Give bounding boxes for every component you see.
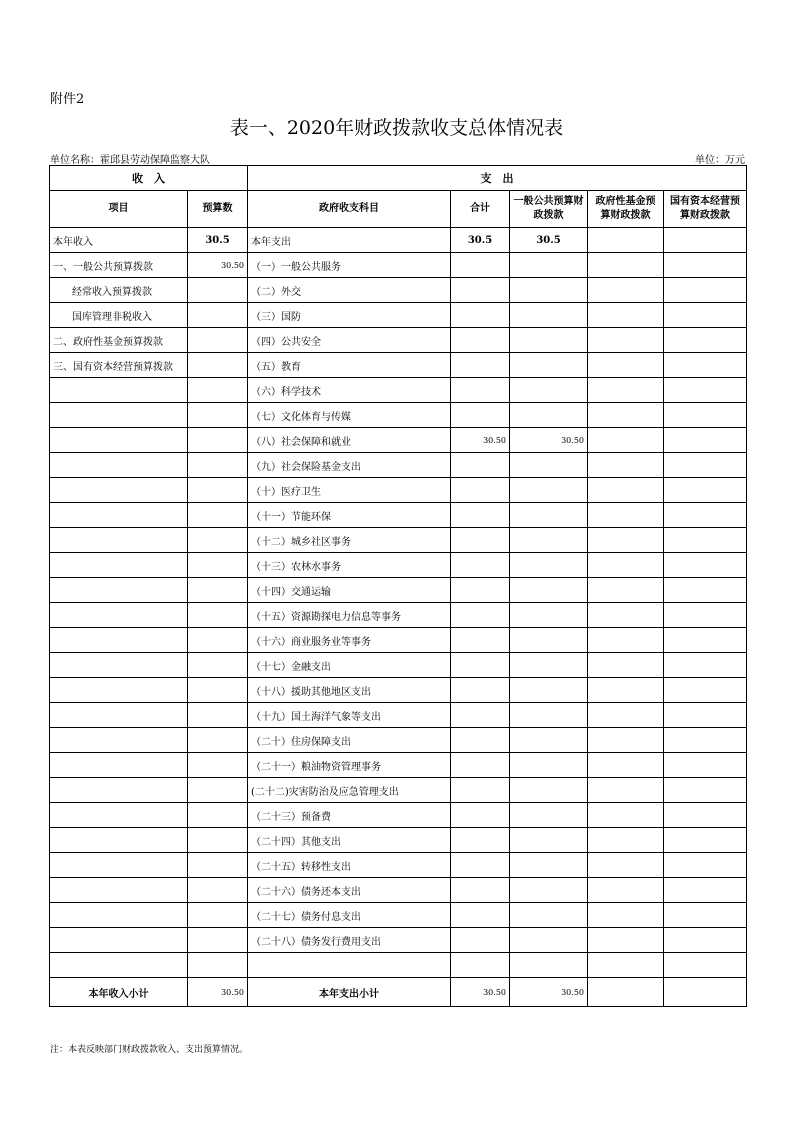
income-value-cell	[188, 628, 248, 653]
state-cell	[664, 853, 747, 878]
expense-subtotal-label: 本年支出小计	[248, 978, 451, 1007]
subject-cell: （四）公共安全	[248, 328, 451, 353]
income-value-cell	[188, 903, 248, 928]
subject-cell: （二十八）债务发行费用支出	[248, 928, 451, 953]
table-row	[50, 453, 747, 478]
general-cell: 30.5	[510, 228, 588, 253]
total-cell	[451, 828, 510, 853]
income-item-cell: 本年收入	[50, 228, 188, 253]
income-item-cell	[50, 528, 188, 553]
total-cell	[451, 528, 510, 553]
subject-cell: 本年支出	[248, 228, 451, 253]
general-cell: 30.50	[510, 428, 588, 453]
state-cell	[664, 278, 747, 303]
table-row	[50, 553, 747, 578]
fund-cell	[588, 628, 664, 653]
general-cell	[510, 853, 588, 878]
income-item-cell	[50, 928, 188, 953]
subject-cell: （十五）资源勘探电力信息等事务	[248, 603, 451, 628]
fund-cell	[588, 303, 664, 328]
income-item-cell	[50, 603, 188, 628]
income-item-cell: 经常收入预算拨款	[50, 278, 188, 303]
income-item-cell	[50, 478, 188, 503]
subject-cell: （二十三）预备费	[248, 803, 451, 828]
total-cell: 30.50	[451, 428, 510, 453]
table-row	[50, 803, 747, 828]
fund-cell	[588, 603, 664, 628]
income-value-cell	[188, 603, 248, 628]
table-row	[50, 853, 747, 878]
table-row	[50, 628, 747, 653]
subject-cell: （十八）援助其他地区支出	[248, 678, 451, 703]
fund-cell	[588, 478, 664, 503]
general-header: 一般公共预算财政拨款	[510, 191, 588, 228]
subject-cell: （十六）商业服务业等事务	[248, 628, 451, 653]
table-row	[50, 378, 747, 403]
income-value-cell	[188, 403, 248, 428]
state-cell	[664, 503, 747, 528]
page-title: 表一、2020年财政拨款收支总体情况表	[229, 117, 564, 139]
total-cell	[451, 553, 510, 578]
income-value-cell	[188, 778, 248, 803]
fund-cell	[588, 278, 664, 303]
state-cell	[664, 828, 747, 853]
general-cell	[510, 578, 588, 603]
state-cell	[664, 228, 747, 253]
fund-cell	[588, 703, 664, 728]
table-row	[50, 953, 747, 978]
fund-cell	[588, 678, 664, 703]
table-row	[50, 678, 747, 703]
income-item-cell	[50, 578, 188, 603]
income-item-cell	[50, 553, 188, 578]
fund-cell	[588, 778, 664, 803]
budget-header: 预算数	[188, 191, 248, 228]
subject-cell: （十三）农林水事务	[248, 553, 451, 578]
general-cell	[510, 528, 588, 553]
general-cell	[510, 328, 588, 353]
income-item-cell: 国库管理非税收入	[50, 303, 188, 328]
income-value-cell	[188, 378, 248, 403]
subject-cell: （二十）住房保障支出	[248, 728, 451, 753]
income-value-cell	[188, 353, 248, 378]
total-cell	[451, 878, 510, 903]
total-cell	[451, 803, 510, 828]
income-item-cell	[50, 403, 188, 428]
total-cell	[451, 853, 510, 878]
state-cell	[664, 403, 747, 428]
attachment-label: 附件2	[50, 92, 85, 107]
expense-subtotal-fund	[588, 978, 664, 1007]
total-cell	[451, 903, 510, 928]
fund-cell	[588, 578, 664, 603]
table-row	[50, 503, 747, 528]
income-item-cell	[50, 778, 188, 803]
general-cell	[510, 903, 588, 928]
income-value-cell	[188, 303, 248, 328]
fund-cell	[588, 653, 664, 678]
table-row	[50, 528, 747, 553]
fund-cell	[588, 803, 664, 828]
table-row	[50, 253, 747, 278]
table-row	[50, 828, 747, 853]
income-item-cell: 三、国有资本经营预算拨款	[50, 353, 188, 378]
state-cell	[664, 703, 747, 728]
income-item-cell	[50, 953, 188, 978]
state-cell	[664, 928, 747, 953]
total-header: 合计	[451, 191, 510, 228]
income-item-cell	[50, 878, 188, 903]
income-value-cell	[188, 953, 248, 978]
general-cell	[510, 753, 588, 778]
general-cell	[510, 278, 588, 303]
state-cell	[664, 453, 747, 478]
income-value-cell	[188, 678, 248, 703]
income-item-cell	[50, 803, 188, 828]
income-item-cell	[50, 628, 188, 653]
general-cell	[510, 953, 588, 978]
state-cell	[664, 653, 747, 678]
item-header: 项目	[50, 191, 188, 228]
income-item-cell	[50, 828, 188, 853]
income-value-cell	[188, 278, 248, 303]
table-row	[50, 303, 747, 328]
fund-cell	[588, 928, 664, 953]
general-cell	[510, 403, 588, 428]
income-item-cell: 一、一般公共预算拨款	[50, 253, 188, 278]
general-cell	[510, 628, 588, 653]
expense-header: 支 出	[248, 166, 747, 191]
income-value-cell	[188, 528, 248, 553]
income-value-cell	[188, 803, 248, 828]
subject-cell: （十）医疗卫生	[248, 478, 451, 503]
expense-subtotal-general: 30.50	[510, 978, 588, 1007]
total-cell	[451, 278, 510, 303]
table-row	[50, 878, 747, 903]
total-cell	[451, 728, 510, 753]
fund-cell	[588, 503, 664, 528]
subject-cell: （十一）节能环保	[248, 503, 451, 528]
table-row	[50, 278, 747, 303]
total-cell	[451, 653, 510, 678]
fund-cell	[588, 428, 664, 453]
fund-cell	[588, 853, 664, 878]
fund-cell	[588, 453, 664, 478]
table-row	[50, 653, 747, 678]
income-value-cell	[188, 753, 248, 778]
fund-cell	[588, 828, 664, 853]
budget-table	[49, 165, 747, 1007]
general-cell	[510, 603, 588, 628]
total-cell	[451, 953, 510, 978]
total-cell: 30.5	[451, 228, 510, 253]
fund-cell	[588, 878, 664, 903]
general-cell	[510, 553, 588, 578]
income-item-cell	[50, 453, 188, 478]
state-cell	[664, 328, 747, 353]
income-value-cell	[188, 728, 248, 753]
subject-cell: （六）科学技术	[248, 378, 451, 403]
fund-cell	[588, 228, 664, 253]
state-cell	[664, 303, 747, 328]
income-subtotal-value: 30.50	[188, 978, 248, 1007]
header-row-2	[50, 191, 747, 228]
income-item-cell	[50, 703, 188, 728]
subject-header: 政府收支科目	[248, 191, 451, 228]
total-cell	[451, 503, 510, 528]
fund-cell	[588, 528, 664, 553]
income-item-cell	[50, 853, 188, 878]
general-cell	[510, 653, 588, 678]
table-row	[50, 403, 747, 428]
total-cell	[451, 353, 510, 378]
general-cell	[510, 478, 588, 503]
header-row-1	[50, 166, 747, 191]
general-cell	[510, 678, 588, 703]
state-cell	[664, 778, 747, 803]
fund-cell	[588, 353, 664, 378]
state-cell	[664, 428, 747, 453]
fund-cell	[588, 328, 664, 353]
income-value-cell	[188, 878, 248, 903]
state-cell	[664, 378, 747, 403]
subject-cell: （二十六）债务还本支出	[248, 878, 451, 903]
income-item-cell: 二、政府性基金预算拨款	[50, 328, 188, 353]
subject-cell: （二十七）债务付息支出	[248, 903, 451, 928]
table-row	[50, 703, 747, 728]
general-cell	[510, 378, 588, 403]
total-cell	[451, 578, 510, 603]
state-cell	[664, 728, 747, 753]
general-cell	[510, 728, 588, 753]
subject-cell: （二十四）其他支出	[248, 828, 451, 853]
table-row	[50, 578, 747, 603]
subject-cell: （一）一般公共服务	[248, 253, 451, 278]
income-value-cell	[188, 928, 248, 953]
total-cell	[451, 453, 510, 478]
subject-cell: （十二）城乡社区事务	[248, 528, 451, 553]
income-item-cell	[50, 678, 188, 703]
total-cell	[451, 778, 510, 803]
general-cell	[510, 778, 588, 803]
table-row	[50, 728, 747, 753]
total-cell	[451, 928, 510, 953]
total-cell	[451, 628, 510, 653]
income-header: 收 入	[50, 166, 248, 191]
state-cell	[664, 803, 747, 828]
table-row	[50, 428, 747, 453]
income-value-cell	[188, 428, 248, 453]
total-cell	[451, 603, 510, 628]
income-value-cell: 30.5	[188, 228, 248, 253]
general-cell	[510, 703, 588, 728]
unit-name: 单位名称：霍邱县劳动保障监察大队	[50, 155, 210, 166]
totals-row	[50, 978, 747, 1007]
state-cell	[664, 603, 747, 628]
state-cell	[664, 953, 747, 978]
total-cell	[451, 478, 510, 503]
unit-label: 单位：万元	[695, 155, 745, 166]
state-cell	[664, 753, 747, 778]
general-cell	[510, 803, 588, 828]
state-cell	[664, 578, 747, 603]
income-value-cell	[188, 853, 248, 878]
income-value-cell	[188, 453, 248, 478]
income-item-cell	[50, 503, 188, 528]
table-row	[50, 228, 747, 253]
subject-cell: （八）社会保障和就业	[248, 428, 451, 453]
state-cell	[664, 678, 747, 703]
general-cell	[510, 503, 588, 528]
subject-cell: （三）国防	[248, 303, 451, 328]
fund-cell	[588, 553, 664, 578]
income-value-cell	[188, 478, 248, 503]
subject-cell: （二十五）转移性支出	[248, 853, 451, 878]
state-cell	[664, 528, 747, 553]
table-row	[50, 903, 747, 928]
table-row	[50, 353, 747, 378]
general-cell	[510, 828, 588, 853]
total-cell	[451, 403, 510, 428]
fund-cell	[588, 728, 664, 753]
subject-cell	[248, 953, 451, 978]
general-cell	[510, 303, 588, 328]
income-item-cell	[50, 428, 188, 453]
general-cell	[510, 253, 588, 278]
table-row	[50, 778, 747, 803]
subject-cell: （九）社会保险基金支出	[248, 453, 451, 478]
total-cell	[451, 253, 510, 278]
income-item-cell	[50, 728, 188, 753]
total-cell	[451, 328, 510, 353]
expense-subtotal-total: 30.50	[451, 978, 510, 1007]
income-value-cell	[188, 703, 248, 728]
table-row	[50, 753, 747, 778]
income-value-cell: 30.50	[188, 253, 248, 278]
table-row	[50, 928, 747, 953]
total-cell	[451, 703, 510, 728]
income-item-cell	[50, 903, 188, 928]
state-cell	[664, 478, 747, 503]
income-value-cell	[188, 503, 248, 528]
subject-cell: （七）文化体育与传媒	[248, 403, 451, 428]
income-value-cell	[188, 653, 248, 678]
fund-cell	[588, 903, 664, 928]
fund-cell	[588, 753, 664, 778]
total-cell	[451, 678, 510, 703]
fund-cell	[588, 403, 664, 428]
footnote: 注：本表反映部门财政拨款收入、支出预算情况。	[50, 1045, 249, 1055]
subject-cell: (二十二)灾害防治及应急管理支出	[248, 778, 451, 803]
state-header: 国有资本经营预算财政拨款	[664, 191, 747, 228]
fund-cell	[588, 953, 664, 978]
subject-cell: （十四）交通运输	[248, 578, 451, 603]
state-cell	[664, 878, 747, 903]
state-cell	[664, 903, 747, 928]
total-cell	[451, 753, 510, 778]
income-value-cell	[188, 578, 248, 603]
table-row	[50, 603, 747, 628]
general-cell	[510, 453, 588, 478]
subject-cell: （十九）国土海洋气象等支出	[248, 703, 451, 728]
income-subtotal-label: 本年收入小计	[50, 978, 188, 1007]
state-cell	[664, 628, 747, 653]
fund-cell	[588, 253, 664, 278]
state-cell	[664, 353, 747, 378]
subject-cell: （五）教育	[248, 353, 451, 378]
table-row	[50, 478, 747, 503]
general-cell	[510, 878, 588, 903]
expense-subtotal-state	[664, 978, 747, 1007]
subject-cell: （二）外交	[248, 278, 451, 303]
general-cell	[510, 353, 588, 378]
income-item-cell	[50, 653, 188, 678]
table-row	[50, 328, 747, 353]
total-cell	[451, 378, 510, 403]
state-cell	[664, 553, 747, 578]
income-item-cell	[50, 753, 188, 778]
fund-header: 政府性基金预算财政拨款	[588, 191, 664, 228]
subject-cell: （二十一）粮油物资管理事务	[248, 753, 451, 778]
income-value-cell	[188, 828, 248, 853]
income-value-cell	[188, 553, 248, 578]
subject-cell: （十七）金融支出	[248, 653, 451, 678]
fund-cell	[588, 378, 664, 403]
total-cell	[451, 303, 510, 328]
income-value-cell	[188, 328, 248, 353]
state-cell	[664, 253, 747, 278]
general-cell	[510, 928, 588, 953]
income-item-cell	[50, 378, 188, 403]
